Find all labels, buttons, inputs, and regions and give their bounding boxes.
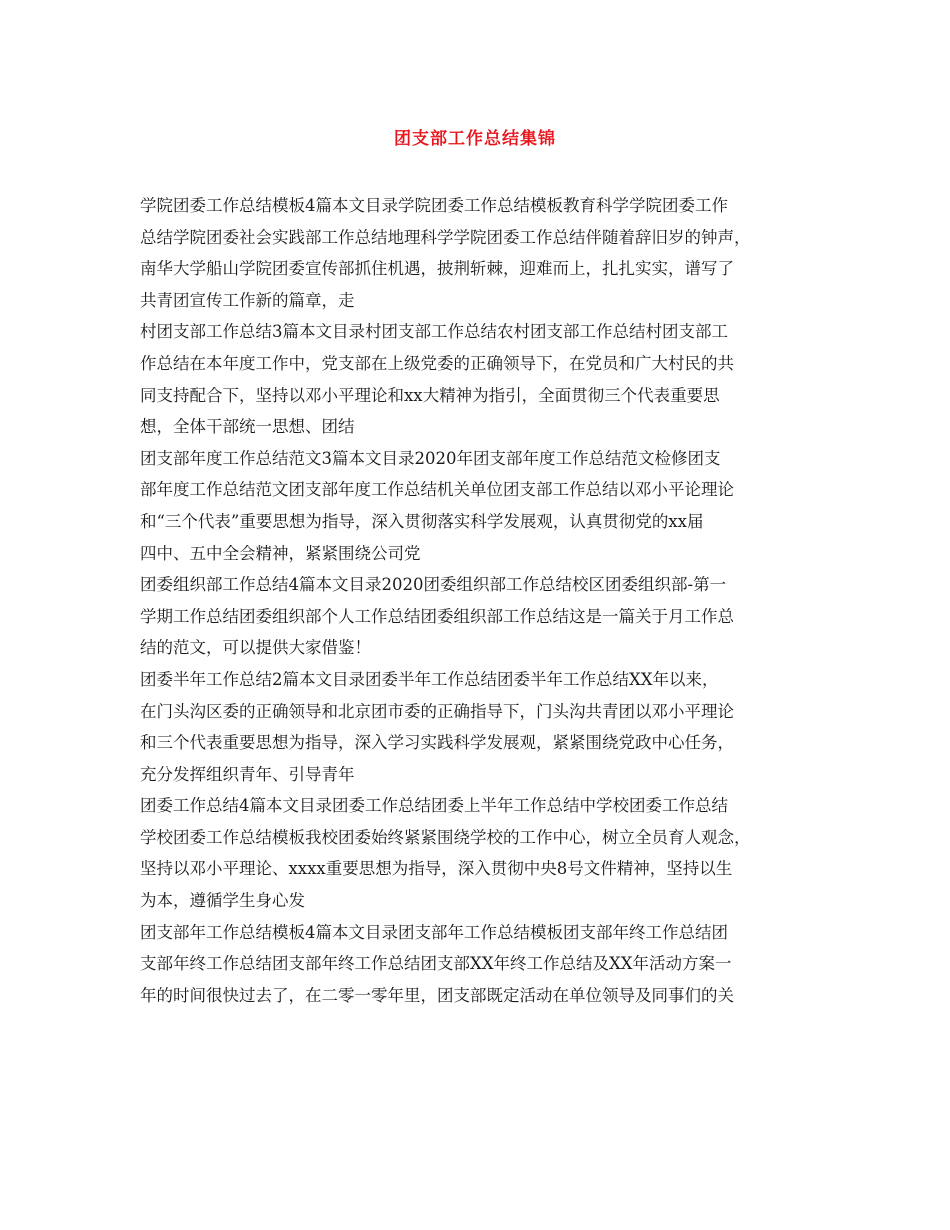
text-line: 作总结在本年度工作中，党支部在上级党委的正确领导下，在党员和广大村民的共 bbox=[140, 353, 734, 373]
text-line: 团委工作总结4篇本文目录团委工作总结团委上半年工作总结中学校团委工作总结 bbox=[140, 796, 728, 816]
text-line: 部年度工作总结范文团支部年度工作总结机关单位团支部工作总结以邓小平论理论 bbox=[140, 480, 734, 500]
text-line: 结的范文，可以提供大家借鉴！ bbox=[140, 638, 371, 658]
text-line: 学院团委工作总结模板4篇本文目录学院团委工作总结模板教育科学学院团委工作 bbox=[140, 196, 728, 215]
text-line: 总结学院团委社会实践部工作总结地理科学学院团委工作总结伴随着辞旧岁的钟声， bbox=[140, 227, 751, 247]
text-line: 充分发挥组织青年、引导青年 bbox=[140, 764, 355, 784]
text-line: 想，全体干部统一思想、团结 bbox=[140, 417, 355, 437]
text-line: 村团支部工作总结3篇本文目录村团支部工作总结农村团支部工作总结村团支部工 bbox=[140, 322, 728, 342]
document-title: 团支部工作总结集锦 bbox=[394, 129, 556, 149]
text-line: 坚持以邓小平理论、xxxx重要思想为指导，深入贯彻中央8号文件精神，坚持以生 bbox=[140, 859, 733, 879]
text-line: 团支部年工作总结模板4篇本文目录团支部年工作总结模板团支部年终工作总结团 bbox=[140, 922, 728, 942]
text-line: 学校团委工作总结模板我校团委始终紧紧围绕学校的工作中心，树立全员育人观念， bbox=[140, 827, 751, 847]
text-line: 年的时间很快过去了，在二零一零年里，团支部既定活动在单位领导及同事们的关 bbox=[140, 985, 734, 1005]
text-line: 支部年终工作总结团支部年终工作总结团支部XX年终工作总结及XX年活动方案一 bbox=[140, 954, 732, 974]
text-line: 四中、五中全会精神，紧紧围绕公司党 bbox=[140, 543, 421, 563]
text-line: 为本，遵循学生身心发 bbox=[140, 891, 305, 911]
text-line: 和“三个代表”重要思想为指导，深入贯彻落实科学发展观，认真贯彻党的xx届 bbox=[140, 511, 704, 531]
document-body bbox=[140, 190, 816, 1011]
text-line: 团支部年度工作总结范文3篇本文目录2020年团支部年度工作总结范文检修团支 bbox=[140, 448, 721, 468]
text-line: 学期工作总结团委组织部个人工作总结团委组织部工作总结这是一篇关于月工作总 bbox=[140, 606, 734, 626]
text-line: 团委组织部工作总结4篇本文目录2020团委组织部工作总结校区团委组织部-第一 bbox=[140, 575, 727, 595]
text-line: 团委半年工作总结2篇本文目录团委半年工作总结团委半年工作总结XX年以来， bbox=[140, 669, 719, 689]
text-line: 南华大学船山学院团委宣传部抓住机遇，披荆斩棘，迎难而上，扎扎实实，谱写了 bbox=[140, 259, 734, 279]
text-line: 共青团宣传工作新的篇章，走 bbox=[140, 290, 355, 310]
text-line: 在门头沟区委的正确领导和北京团市委的正确指导下，门头沟共青团以邓小平理论 bbox=[140, 701, 734, 721]
text-line: 和三个代表重要思想为指导，深入学习实践科学发展观，紧紧围绕党政中心任务， bbox=[140, 733, 734, 753]
text-line: 同支持配合下，坚持以邓小平理论和xx大精神为指引，全面贯彻三个代表重要思 bbox=[140, 385, 720, 405]
